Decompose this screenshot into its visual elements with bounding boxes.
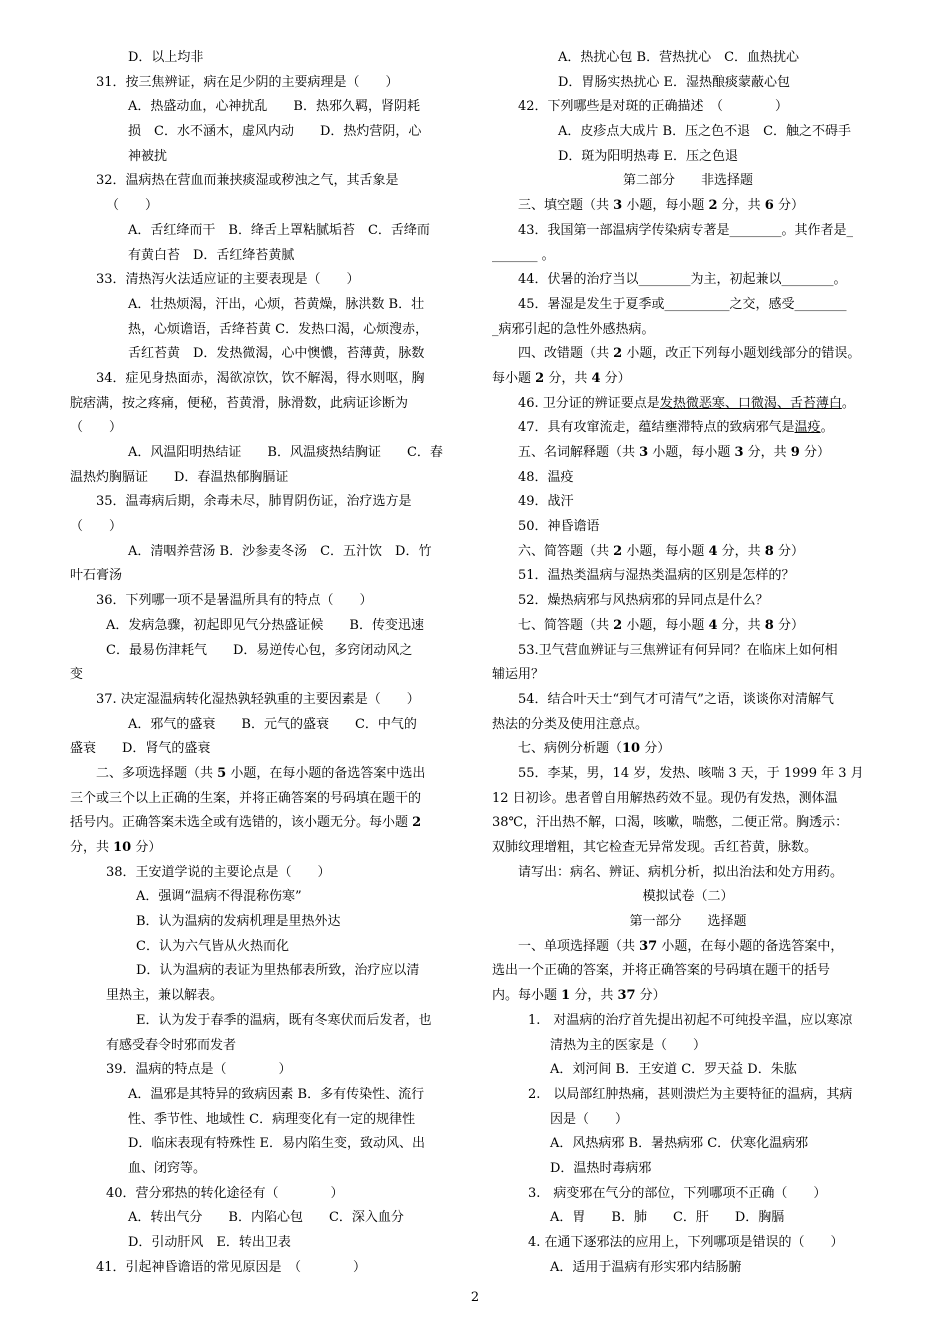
text-line: 45．暑湿是发生于夏季或__________之交，感受________ [518,296,847,312]
text-line: _______ 。 [492,247,555,263]
text-line: 性、季节性、地域性 C．病理变化有一定的规律性 [128,1111,416,1127]
text-line: A．壮热烦渴，汗出，心烦，苔黄燥，脉洪数 B．壮 [128,296,425,312]
text-line: 44．伏暑的治疗当以________为主，初起兼以________。 [518,272,847,288]
text-line: 第二部分 非选择题 [622,173,753,189]
text-line: 31．按三焦辨证，病在足少阴的主要病理是（ ） [96,74,399,90]
text-line: D．临床表现有特殊性 E．易内陷生变，致动风、出 [128,1136,426,1152]
text-line: 五、名词解释题（共 3 小题，每小题 3 分，共 9 分） [518,445,830,460]
text-line: 血、闭窍等。 [128,1160,207,1176]
text-line: 四、改错题（共 2 小题，改正下列每小题划线部分的错误。 [518,346,861,362]
text-line: A．刘河间 B．王安道 C．罗天益 D．朱肱 [550,1062,797,1078]
text-line: 有黄白苔 D．舌红绛苔黄腻 [128,247,295,263]
text-line: D．温热时毒病邪 [550,1160,652,1176]
text-line: 每小题 2 分，共 4 分） [492,370,631,386]
text-line: A．清咽养营汤 B．沙参麦冬汤 C．五汁饮 D．竹 [128,543,432,559]
text-line: A．风温阳明热结证 B．风温痰热结胸证 C．春 [128,445,443,460]
text-line: 48．温疫 [518,469,574,485]
text-line: 温热灼胸膈证 D．春温热郁胸膈证 [70,469,289,485]
text-line: 叶石膏汤 [70,568,123,584]
text-line: 里热主，兼以解表。 [106,988,224,1004]
text-line: A．温邪是其特异的致病因素 B．多有传染性、流行 [128,1086,425,1102]
text-line: A．风热病邪 B．暑热病邪 C．伏寒化温病邪 [550,1136,809,1152]
text-line: A．热盛动血，心神扰乱 B．热邪久羁，肾阴耗 [128,99,420,115]
text-line: 39．温病的特点是（ ） [106,1062,292,1078]
text-line: 33．清热泻火法适应证的主要表现是（ ） [96,272,360,288]
text-line: A．强调“温病不得混称伤寒” [136,889,302,905]
text-line: 2. 以局部红肿热痛，甚则溃烂为主要特征的温病，其病 [528,1086,853,1102]
text-line: 模拟试卷（二） [642,889,734,905]
text-line: D．引动肝风 E．转出卫表 [128,1235,291,1250]
text-line: 35．温毒病后期，余毒未尽，肺胃阴伤证，治疗选方是 [96,494,412,510]
text-line: A．邪气的盛衰 B．元气的盛衰 C．中气的 [128,716,417,732]
text-line: 53.卫气营血辨证与三焦辨证有何异同？在临床上如何相 [518,642,838,658]
text-line: 七、病例分析题（10 分） [518,741,671,757]
text-line: 38℃，汗出热不解，口渴，咳嗽，喘憋，二便正常。胸透示： [492,815,849,831]
text-line: 47．具有攻窜流走，蕴结壅滞特点的致病邪气是温疫。 [518,420,834,436]
text-line: 脘痞满，按之疼痛，便秘，苔黄滑，脉滑数，此病证诊断为 [70,395,409,411]
text-line: 51．温热类温病与湿热类温病的区别是怎样的？ [518,568,795,584]
text-line: 41．引起神昏谵语的常见原因是 （ ） [96,1259,367,1275]
text-line: 第一部分 选择题 [629,914,747,930]
text-line: 因是（ ） [550,1111,629,1127]
text-line: 4. 在通下逐邪法的应用上，下列哪项是错误的（ ） [528,1235,844,1250]
text-line: 舌红苔黄 D．发热微渴，心中懊憹，苔薄黄，脉数 [128,346,425,362]
text-line: 12 日初诊。患者曾自用解热药效不显。现仍有发热，测体温 [492,790,838,806]
text-line: 43．我国第一部温病学传染病专著是________。其作者是_ [518,222,854,238]
text-line: 34．症见身热面赤，渴欲凉饮，饮不解渴，得水则呕，胸 [96,370,425,386]
text-line: 盛衰 D．肾气的盛衰 [70,741,211,757]
text-line: 55．李某，男，14 岁，发热、咳喘 3 天，于 1999 年 3 月 [518,765,864,781]
text-line: 损 C．水不涵木，虚风内动 D．热灼营阴，心 [128,124,422,140]
text-line: D．以上均非 [128,50,204,65]
text-line: 神被扰 [128,148,168,164]
text-line: 52．燥热病邪与风热病邪的异同点是什么？ [518,593,769,609]
text-line: E．认为发于春季的温病，既有冬寒伏而后发者，也 [136,1012,432,1028]
text-line: 括号内。正确答案未选全或有选错的，该小题无分。每小题 2 [70,815,422,831]
text-line: 36．下列哪一项不是暑温所具有的特点（ ） [96,593,373,609]
text-line: （ ） [106,198,159,214]
text-line: 42．下列哪些是对斑的正确描述 （ ） [518,99,789,115]
text-line: 32．温病热在营血而兼挟痰湿或秽浊之气，其舌象是 [96,173,399,189]
text-line: 三、填空题（共 3 小题，每小题 2 分，共 6 分） [518,198,804,214]
text-line: A．舌红绛而干 B．绛舌上罩粘腻垢苔 C．舌绛而 [128,222,430,238]
text-line: 辅运用？ [492,667,545,683]
text-line: D．认为温病的表证为里热郁表所致，治疗应以清 [136,963,420,979]
text-line: D．胃肠实热扰心 E．湿热酿痰蒙蔽心包 [558,74,791,90]
text-line: _病邪引起的急性外感热病。 [492,321,655,337]
text-line: 46. 卫分证的辨证要点是发热微恶寒、口微渴、舌苔薄白。 [518,395,855,411]
text-line: 分，共 10 分） [70,840,162,855]
text-line: 37. 决定湿温病转化湿热孰轻孰重的主要因素是（ ） [96,691,420,707]
text-line: A．皮疹点大成片 B．压之色不退 C．触之不碍手 [558,124,852,140]
text-line: 50．神昏谵语 [518,519,600,535]
text-line: 54．结合叶天士“到气才可清气”之语，谈谈你对清解气 [518,691,834,707]
text-line: 3. 病变邪在气分的部位，下列哪项不正确（ ） [528,1185,827,1201]
page-number: 2 [470,1290,480,1305]
text-line: A．胃 B．肺 C．肝 D．胸膈 [550,1210,785,1226]
text-line: 请写出：病名、辨证、病机分析，拟出治法和处方用药。 [518,864,844,880]
text-line: 双肺纹理增粗，其它检查无异常发现。舌红苔黄，脉数。 [492,840,818,855]
text-line: B．认为温病的发病机理是里热外达 [136,914,341,930]
text-line: C．最易伤津耗气 D．易逆传心包，多窍闭动风之 [106,642,413,658]
text-line: 选出一个正确的答案，并将正确答案的号码填在题干的括号 [492,963,831,979]
text-line: A．转出气分 B．内陷心包 C．深入血分 [128,1210,404,1226]
text-line: （ ） [70,420,123,436]
text-line: D．斑为阳明热毒 E．压之色退 [558,148,739,164]
text-line: 热，心烦谵语，舌绛苔黄 C．发热口渴，心烦溲赤， [128,321,429,337]
text-line: 热法的分类及使用注意点。 [492,716,649,732]
text-line: 内。每小题 1 分，共 37 分） [492,988,666,1004]
text-line: C．认为六气皆从火热而化 [136,938,289,954]
text-line: A．热扰心包 B．营热扰心 C．血热扰心 [558,50,800,65]
text-line: 二、多项选择题（共 5 小题，在每小题的备选答案中选出 [96,765,426,781]
text-line: 49．战汗 [518,494,574,510]
text-line: 变 [70,667,84,683]
text-line: 一、单项选择题（共 37 小题，在每小题的备选答案中， [518,938,844,954]
text-line: 40．营分邪热的转化途径有（ ） [106,1185,344,1201]
text-line: 1. 对温病的治疗首先提出初起不可纯投辛温，应以寒凉 [528,1012,853,1028]
text-line: 七、简答题（共 2 小题，每小题 4 分，共 8 分） [518,617,804,633]
text-line: A．发病急骤，初起即见气分热盛证候 B．传变迅速 [106,617,424,633]
right-column [492,46,884,1280]
left-column [70,46,462,1280]
text-line: （ ） [70,519,123,535]
text-line: 三个或三个以上正确的生案，并将正确答案的号码填在题干的 [70,790,422,806]
text-line: 38．王安道学说的主要论点是（ ） [106,864,331,880]
text-line: 有感受春令时邪而发者 [106,1037,237,1053]
text-line: A．适用于温病有形实邪内结肠腑 [550,1259,742,1275]
text-line: 清热为主的医家是（ ） [550,1037,707,1053]
text-line: 六、简答题（共 2 小题，每小题 4 分，共 8 分） [518,543,804,559]
